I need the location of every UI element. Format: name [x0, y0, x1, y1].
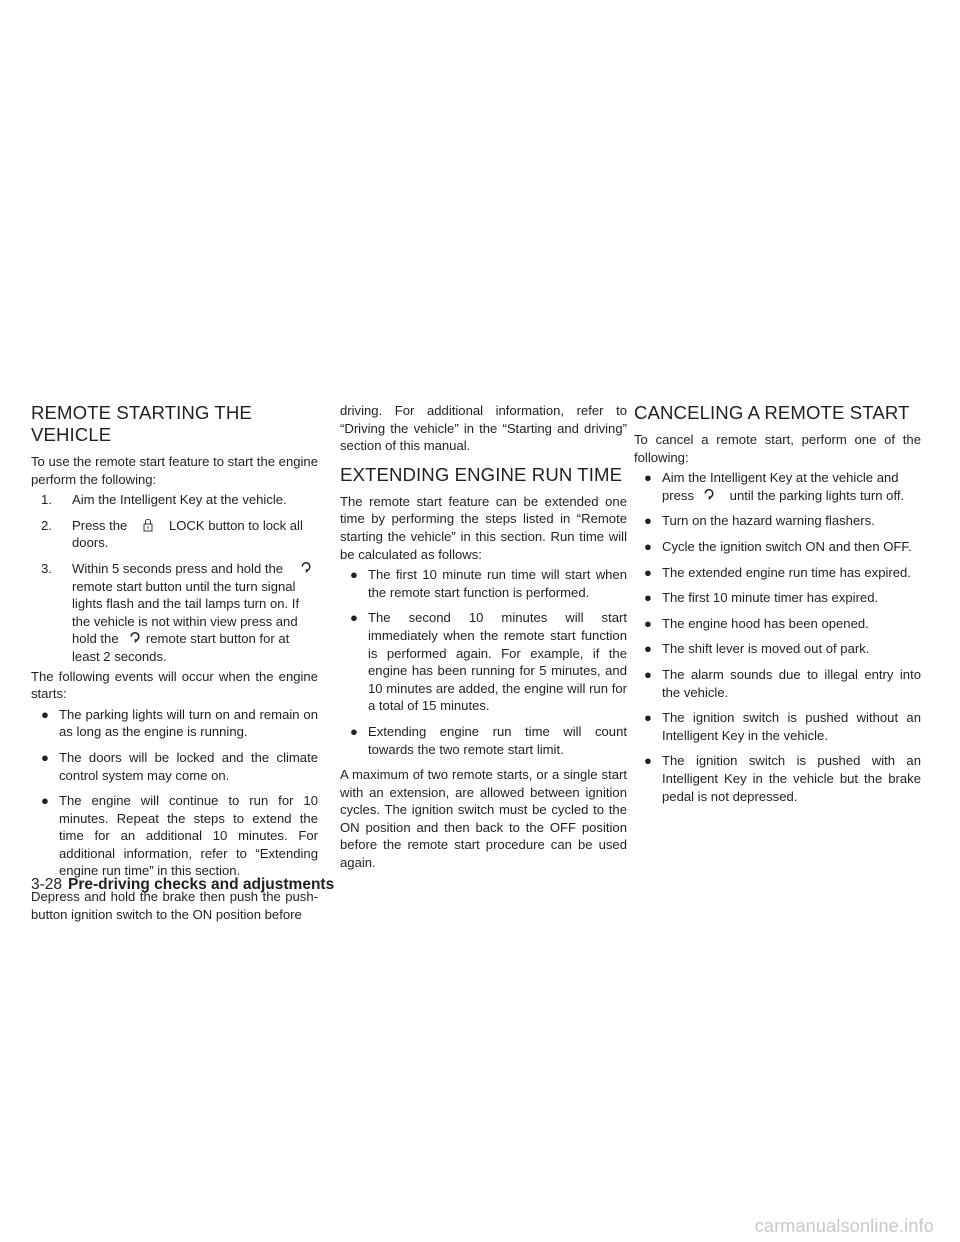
remote-start-steps	[31, 491, 318, 665]
list-item: ● The second 10 minutes will start immediately when the remote start function is performed again. For example, if the engine has been running for 5 minutes, and 10 minutes are added, the engine will run for a total of 15 minutes.	[350, 610, 627, 714]
list-item: ● The ignition switch is pushed with an Intelligent Key in the vehicle but the brake pedal is not depressed.	[644, 753, 921, 804]
list-item: ● The alarm sounds due to illegal entry into the vehicle.	[644, 666, 921, 700]
remote-start-icon	[702, 488, 716, 502]
list-item: ● Aim the Intelligent Key at the vehicle and press until the parking lights turn off.	[644, 470, 905, 503]
list-item: ● Cycle the ignition switch ON and then OFF.	[644, 538, 912, 554]
remote-start-icon	[299, 561, 313, 575]
column-canceling-remote-start	[634, 402, 921, 813]
column-extending-run-time	[340, 402, 627, 880]
list-item: ● The shift lever is moved out of park.	[644, 641, 870, 657]
remote-start-icon	[128, 631, 142, 645]
heading-canceling-remote-start: CANCELING A REMOTE START	[634, 402, 910, 423]
list-item: ● The extended engine run time has expired.	[644, 564, 911, 580]
watermark: carmanualsonline.info	[754, 1216, 934, 1236]
step-1: 1. Aim the Intelligent Key at the vehicle.	[41, 492, 287, 508]
canceling-intro: To cancel a remote start, perform one of the following:	[634, 432, 921, 465]
list-item: ● The engine hood has been opened.	[644, 615, 869, 631]
list-item: ● The ignition switch is pushed without an Intelligent Key in the vehicle.	[644, 710, 921, 743]
events-intro: The following events will occur when the engine starts:	[31, 668, 318, 702]
step-3: 3. Within 5 seconds press and hold the remote start button until the turn signal lights flash and the tail lamps turn on. If the vehicle is not within view press and hold the remote start button for at least 2 seconds.	[31, 560, 318, 666]
section-title: Pre-driving checks and adjustments	[68, 876, 335, 893]
page-number: 3-28	[31, 876, 63, 893]
remote-start-limit-text: A maximum of two remote starts, or a single start with an extension, are allowed between ignition cycles. The ignition switch must be cycled to the ON position and then back to the OFF position before the remote start procedure can be used again.	[340, 767, 627, 871]
lock-icon	[141, 518, 155, 532]
brake-instruction: Depress and hold the brake then push the push-button ignition switch to the ON position before	[31, 889, 318, 922]
heading-remote-starting: REMOTE STARTING THE VEHICLE	[31, 402, 252, 445]
extending-intro: The remote start feature can be extended one time by performing the steps listed in “Remote starting the vehicle” in this section. Run time will be calculated as follows:	[340, 493, 627, 562]
list-item: ● Extending engine run time will count towards the two remote start limit.	[350, 723, 627, 757]
list-item: ● The parking lights will turn on and remain on as long as the engine is running.	[41, 706, 318, 740]
remote-start-intro: To use the remote start feature to start the engine perform the following:	[31, 454, 318, 487]
cancel-conditions	[634, 469, 921, 805]
list-item: ● The first 10 minute run time will start when the remote start function is performed.	[350, 567, 627, 600]
list-item: ● The engine will continue to run for 10 minutes. Repeat the steps to extend the time for an additional 10 minutes. For additional information, refer to “Extending engine run time” in this section.	[41, 793, 318, 879]
list-item: ● The first 10 minute timer has expired.	[644, 590, 879, 606]
list-item: ● Turn on the hazard warning flashers.	[644, 513, 875, 529]
continued-text: driving. For additional information, refer to “Driving the vehicle” in the “Starting and driving” section of this manual.	[340, 403, 627, 454]
engine-start-events	[31, 706, 318, 880]
run-time-rules	[340, 566, 627, 758]
list-item: ● The doors will be locked and the climate control system may come on.	[41, 749, 318, 783]
column-remote-starting	[31, 402, 318, 931]
heading-extending-run-time: EXTENDING ENGINE RUN TIME	[340, 463, 623, 485]
page-footer	[31, 876, 334, 894]
step-2: 2. Press the LOCK button to lock all doors.	[41, 517, 303, 551]
